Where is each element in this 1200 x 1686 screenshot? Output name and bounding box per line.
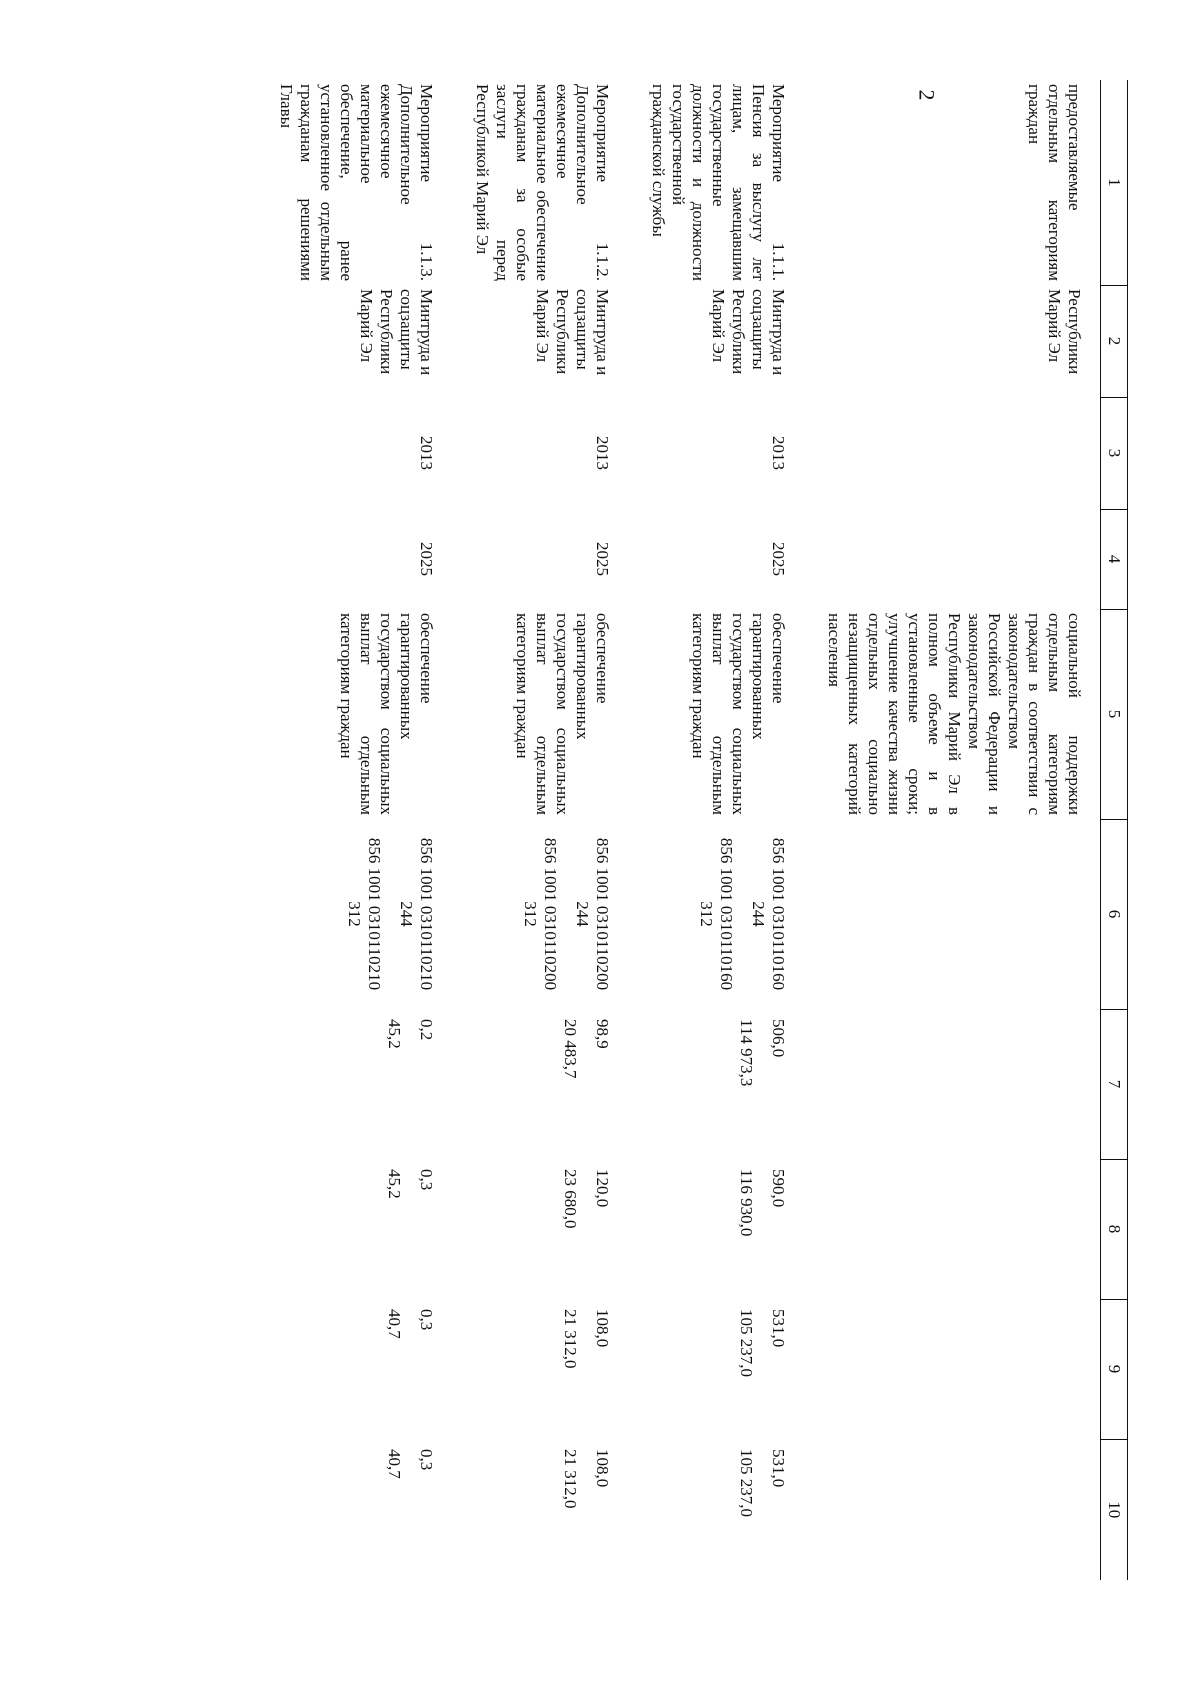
col-header-4: 4 xyxy=(1101,509,1128,609)
end-year: 2025 xyxy=(593,542,612,576)
header-row xyxy=(1101,80,1128,1580)
value-a: 0,3 xyxy=(417,1169,436,1191)
measure-name: Мероприятие 1.1.2. Дополнительное ежемесячное материальное обеспечение гражданам за особые заслуги перед Республикой Марий Эл xyxy=(473,84,612,281)
measure-name: Мероприятие 1.1.3. Дополнительное ежемесячное материальное обеспечение, ранее установленное отдельным гражданам решениями Главы xyxy=(277,84,436,281)
value-b: 23 680,0 xyxy=(561,1169,580,1229)
value-a: 590,0 xyxy=(769,1169,788,1208)
expected-result: обеспечение гарантированных государством социальных выплат отдельным категориям граждан xyxy=(337,613,436,815)
start-year: 2013 xyxy=(593,436,612,470)
value-col-8 xyxy=(648,1159,788,1299)
table-row xyxy=(824,80,1101,1580)
value-a: 0,3 xyxy=(417,1309,436,1331)
expected-result: обеспечение гарантированных государством социальных выплат отдельным категориям граждан xyxy=(689,613,788,815)
budget-code-b: 856 1001 0310110210 312 xyxy=(345,837,384,991)
value-col-8 xyxy=(824,1159,1101,1299)
value-col-7 xyxy=(824,1009,1101,1159)
measures-table xyxy=(276,80,1128,1580)
executor: Минтруда и соцзащиты Республики Марий Эл xyxy=(533,289,612,376)
value-col-10 xyxy=(648,1439,788,1580)
budget-code-a: 856 1001 0310110160 244 xyxy=(749,837,788,991)
value-col-7 xyxy=(276,1009,436,1159)
executor: Минтруда и соцзащиты Республики Марий Эл xyxy=(357,289,436,376)
expected-result: обеспечение гарантированных государством социальных выплат отдельным категориям граждан xyxy=(513,613,612,815)
value-b: 21 312,0 xyxy=(561,1309,580,1369)
budget-code-a: 856 1001 0310110200 244 xyxy=(573,837,612,991)
value-b: 45,2 xyxy=(385,1169,404,1199)
start-year: 2013 xyxy=(769,436,788,470)
executor: Республики Марий Эл xyxy=(1045,289,1084,375)
budget-code xyxy=(472,819,612,1009)
value-col-10 xyxy=(472,1439,612,1580)
value-a: 108,0 xyxy=(593,1309,612,1348)
value-col-7 xyxy=(472,1009,612,1159)
value-col-8 xyxy=(472,1159,612,1299)
value-b: 45,2 xyxy=(385,1019,404,1049)
value-b: 40,7 xyxy=(385,1309,404,1339)
budget-code xyxy=(276,819,436,1009)
value-b: 116 930,0 xyxy=(737,1169,756,1237)
budget-code xyxy=(648,819,788,1009)
col-header-1: 1 xyxy=(1101,80,1128,285)
end-year xyxy=(824,509,1101,609)
measure-name: Мероприятие 1.1.1. Пенсия за выслугу лет лицам, замещавшим государственные должности и должности государственной гражданской службы xyxy=(649,84,788,281)
value-a: 531,0 xyxy=(769,1309,788,1348)
executor: Минтруда и соцзащиты Республики Марий Эл xyxy=(709,289,788,376)
value-col-10 xyxy=(276,1439,436,1580)
rotated-sheet xyxy=(148,80,1128,1580)
col-header-2: 2 xyxy=(1101,285,1128,397)
col-header-9: 9 xyxy=(1101,1299,1128,1439)
budget-code-b: 856 1001 0310110200 312 xyxy=(521,837,560,991)
value-b: 21 312,0 xyxy=(561,1449,580,1509)
col-header-7: 7 xyxy=(1101,1009,1128,1159)
expected-result: социальной поддержки отдельным категориям граждан в соответствии с законодательством Российской Федерации и законодательством Республики Марий Эл в полном объеме и в установленные сроки; улучшение качества жизни отдельных социально незащищенных категорий населения xyxy=(825,613,1084,815)
value-b: 114 973,3 xyxy=(737,1019,756,1087)
value-col-9 xyxy=(824,1299,1101,1439)
value-col-10 xyxy=(824,1439,1101,1580)
start-year: 2013 xyxy=(417,436,436,470)
col-header-3: 3 xyxy=(1101,397,1128,509)
value-b: 20 483,7 xyxy=(561,1019,580,1079)
col-header-10: 10 xyxy=(1101,1439,1128,1580)
table-row xyxy=(472,80,612,1580)
value-a: 0,3 xyxy=(417,1449,436,1471)
table-row xyxy=(276,80,436,1580)
value-b: 105 237,0 xyxy=(737,1449,756,1517)
end-year: 2025 xyxy=(769,542,788,576)
col-header-5: 5 xyxy=(1101,609,1128,819)
budget-code xyxy=(824,819,1101,1009)
start-year xyxy=(824,397,1101,509)
page-number: 2 xyxy=(914,89,940,101)
value-a: 531,0 xyxy=(769,1449,788,1488)
col-header-6: 6 xyxy=(1101,819,1128,1009)
value-b: 40,7 xyxy=(385,1449,404,1479)
value-col-9 xyxy=(276,1299,436,1439)
end-year: 2025 xyxy=(417,542,436,576)
value-a: 108,0 xyxy=(593,1449,612,1488)
value-col-8 xyxy=(276,1159,436,1299)
measure-name: предоставляемые отдельным категориям граждан xyxy=(1025,84,1084,281)
table-row xyxy=(648,80,788,1580)
budget-code-a: 856 1001 0310110210 244 xyxy=(397,837,436,991)
value-a: 120,0 xyxy=(593,1169,612,1208)
col-header-8: 8 xyxy=(1101,1159,1128,1299)
value-b: 105 237,0 xyxy=(737,1309,756,1377)
budget-code-b: 856 1001 0310110160 312 xyxy=(697,837,736,991)
value-a: 0,2 xyxy=(417,1019,436,1041)
value-col-9 xyxy=(472,1299,612,1439)
value-col-7 xyxy=(648,1009,788,1159)
value-col-9 xyxy=(648,1299,788,1439)
value-a: 506,0 xyxy=(769,1019,788,1058)
value-a: 98,9 xyxy=(593,1019,612,1049)
